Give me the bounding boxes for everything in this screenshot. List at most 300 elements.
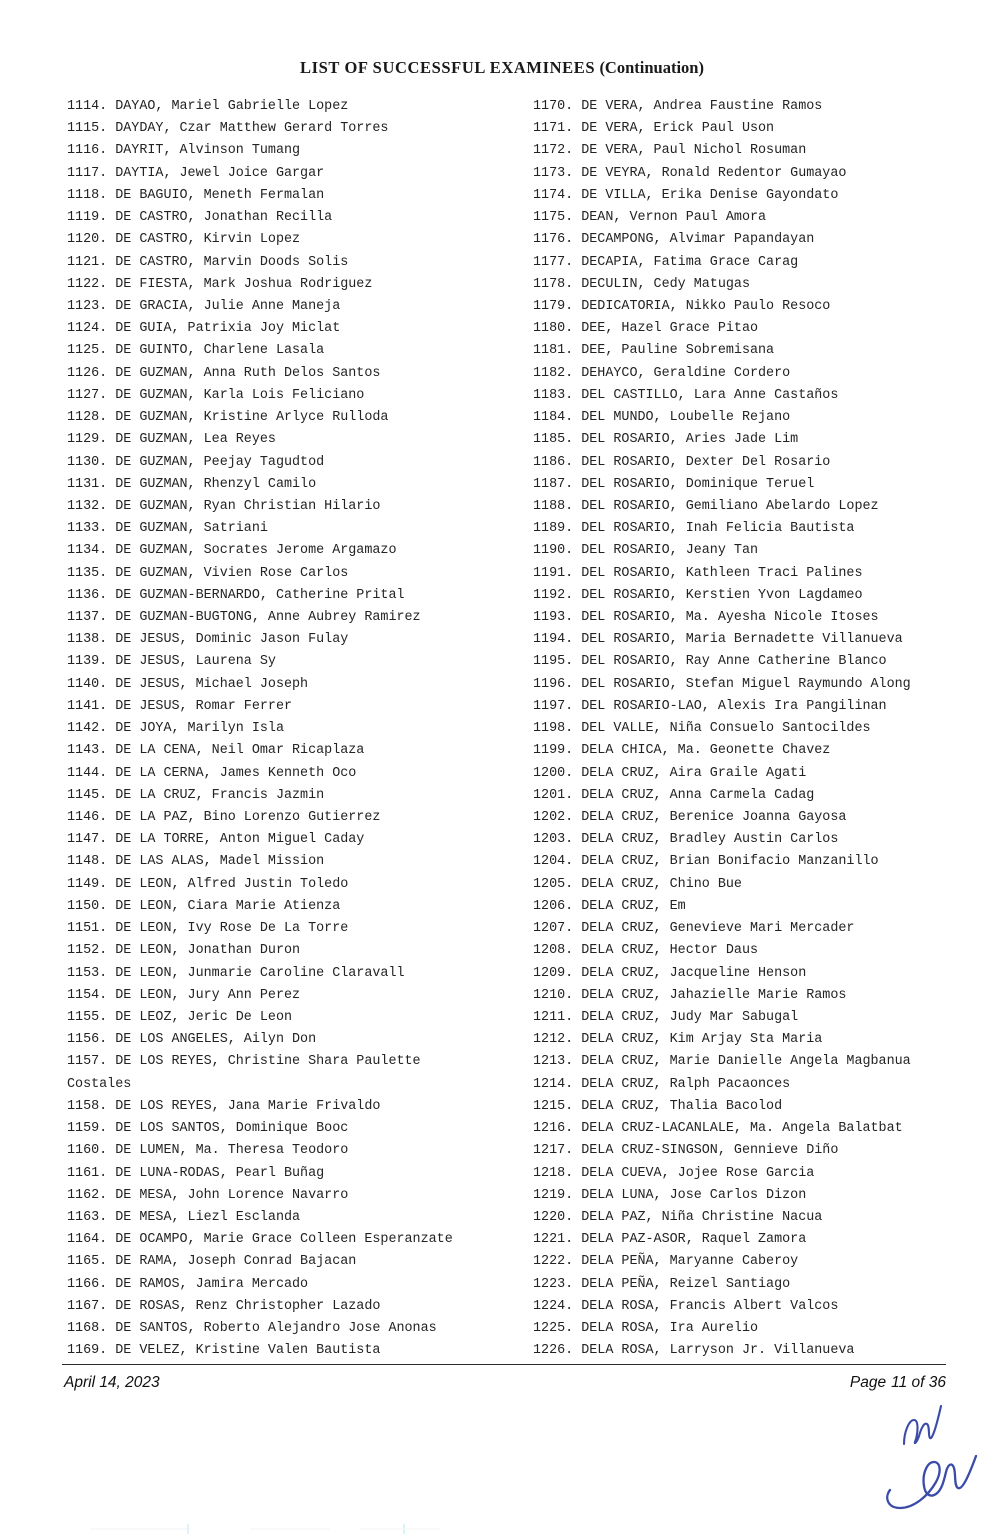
examinee-entry	[67, 740, 522, 762]
examinee-number: 1123.	[67, 298, 108, 314]
examinee-number: 1199.	[533, 743, 574, 759]
examinee-number: 1161.	[67, 1165, 108, 1181]
examinee-entry	[67, 763, 522, 785]
footer-date: April 14, 2023	[64, 1374, 160, 1391]
examinee-number: 1150.	[67, 898, 108, 914]
examinee-entry	[533, 1029, 993, 1051]
page-title-main: LIST OF SUCCESSFUL EXAMINEES	[300, 58, 596, 77]
examinee-entry	[533, 252, 993, 274]
footer-page-number	[850, 1374, 946, 1392]
examinee-number: 1131.	[67, 476, 108, 492]
examinee-number: 1170.	[533, 99, 574, 114]
examinee-entry	[67, 474, 522, 496]
examinee-entry	[67, 1096, 522, 1118]
examinee-entry	[533, 229, 993, 251]
examinee-number: 1171.	[533, 121, 574, 137]
examinee-entry	[533, 829, 993, 851]
examinee-number: 1213.	[533, 1054, 574, 1070]
examinee-number: 1194.	[533, 632, 574, 648]
examinee-name: DEL ROSARIO-LAO, Alexis Ira Pangilinan	[581, 698, 887, 714]
examinee-number: 1201.	[533, 787, 574, 803]
examinee-name: DE GUZMAN-BERNARDO, Catherine Prital	[115, 587, 405, 603]
examinee-entry	[67, 1163, 522, 1185]
examinee-number: 1200.	[533, 765, 574, 781]
examinee-number: 1120.	[67, 232, 108, 248]
examinee-entry	[533, 318, 993, 340]
examinee-name: DELA CRUZ, Genevieve Mari Mercader	[581, 921, 855, 937]
examinee-entry	[533, 163, 993, 185]
examinee-number: 1222.	[533, 1254, 574, 1270]
examinee-number: 1181.	[533, 343, 574, 359]
examinee-entry	[67, 318, 522, 340]
examinee-entry	[67, 1207, 522, 1229]
examinee-name: DE LUMEN, Ma. Theresa Teodoro	[115, 1143, 349, 1159]
examinee-entry	[533, 607, 993, 629]
examinee-number: 1186.	[533, 454, 574, 470]
examinee-entry	[533, 651, 993, 673]
examinee-entry	[533, 1340, 993, 1362]
examinee-number: 1154.	[67, 987, 108, 1003]
examinee-entry	[533, 340, 993, 362]
examinee-name: DE GUZMAN, Socrates Jerome Argamazo	[115, 543, 397, 559]
examinee-entry	[533, 896, 993, 918]
examinee-number: 1118.	[67, 187, 108, 203]
examinee-name: DELA CRUZ, Aira Graile Agati	[581, 765, 807, 781]
examinee-name: DELA CRUZ, Judy Mar Sabugal	[581, 1009, 799, 1025]
examinee-name: DE MESA, Liezl Esclanda	[115, 1209, 301, 1225]
examinee-name: DEHAYCO, Geraldine Cordero	[581, 365, 791, 381]
examinee-name: DEL ROSARIO, Maria Bernadette Villanueva	[581, 632, 903, 648]
examinee-entry	[67, 340, 522, 362]
examinee-name: DAYAO, Mariel Gabrielle Lopez	[115, 99, 349, 114]
examinee-name: DELA CRUZ, Berenice Joanna Gayosa	[581, 810, 847, 825]
examinee-name: DE LEON, Ivy Rose De La Torre	[115, 921, 349, 937]
examinee-number: 1167.	[67, 1298, 108, 1314]
examinee-number: 1204.	[533, 854, 574, 870]
examinee-entry	[67, 1340, 522, 1362]
examinee-name: DELA CRUZ-SINGSON, Gennieve Diño	[581, 1143, 839, 1159]
examinee-number: 1219.	[533, 1187, 574, 1203]
examinee-entry	[67, 207, 522, 229]
examinee-name: DEL ROSARIO, Ma. Ayesha Nicole Itoses	[581, 610, 879, 626]
examinee-name: DEAN, Vernon Paul Amora	[581, 210, 767, 226]
examinee-number: 1188.	[533, 498, 574, 514]
examinee-entry	[533, 1140, 993, 1162]
examinee-name: DE LA TORRE, Anton Miguel Caday	[115, 832, 365, 848]
examinee-entry	[533, 874, 993, 896]
examinee-name: DE ROSAS, Renz Christopher Lazado	[115, 1298, 381, 1314]
examinee-entry	[533, 963, 993, 985]
examinee-name: DEL MUNDO, Loubelle Rejano	[581, 410, 791, 426]
examinee-number: 1169.	[67, 1343, 108, 1359]
examinee-number: 1220.	[533, 1209, 574, 1225]
examinee-number: 1147.	[67, 832, 108, 848]
examinee-entry	[533, 1296, 993, 1318]
examinee-number: 1193.	[533, 610, 574, 626]
examinee-name: DE GUZMAN-BUGTONG, Anne Aubrey Ramirez	[115, 610, 421, 626]
examinee-name: DE JESUS, Romar Ferrer	[115, 698, 293, 714]
examinee-number: 1136.	[67, 587, 108, 603]
examinee-number: 1132.	[67, 498, 108, 514]
examinee-name: DE CASTRO, Kirvin Lopez	[115, 232, 301, 248]
examinee-entry	[67, 1051, 522, 1073]
examinee-entry	[533, 518, 993, 540]
examinee-number: 1129.	[67, 432, 108, 448]
examinee-number: 1130.	[67, 454, 108, 470]
examinee-entry	[67, 1296, 522, 1318]
examinee-name: DE LOS REYES, Christine Shara Paulette	[115, 1054, 421, 1070]
examinee-number: 1177.	[533, 254, 574, 270]
examinee-name: DEL ROSARIO, Dominique Teruel	[581, 476, 815, 492]
examinee-entry	[67, 274, 522, 296]
examinee-name: DE GUZMAN, Kristine Arlyce Rulloda	[115, 410, 389, 426]
examinee-entry	[67, 807, 522, 829]
examinee-name: DELA CRUZ, Anna Carmela Cadag	[581, 787, 815, 803]
examinee-number: 1134.	[67, 543, 108, 559]
examinee-name: DELA CRUZ, Thalia Bacolod	[581, 1098, 783, 1114]
examinee-number: 1205.	[533, 876, 574, 892]
examinee-name: DEL ROSARIO, Stefan Miguel Raymundo Along	[581, 676, 911, 692]
examinee-number: 1116.	[67, 143, 108, 159]
examinee-name: DE VELEZ, Kristine Valen Bautista	[115, 1343, 381, 1359]
examinee-name: DELA PEÑA, Maryanne Caberoy	[581, 1254, 799, 1270]
examinee-name: DE LEON, Ciara Marie Atienza	[115, 898, 341, 914]
examinee-entry	[533, 1274, 993, 1296]
examinee-entry	[533, 96, 993, 118]
examinee-name: DELA ROSA, Ira Aurelio	[581, 1321, 759, 1337]
examinee-name: DE GUZMAN, Anna Ruth Delos Santos	[115, 365, 381, 381]
examinee-entry	[533, 118, 993, 140]
examinee-number: 1189.	[533, 521, 574, 537]
examinee-name: DEL ROSARIO, Kathleen Traci Palines	[581, 565, 863, 581]
examinee-name: DE MESA, John Lorence Navarro	[115, 1187, 349, 1203]
examinee-number: 1166.	[67, 1276, 108, 1292]
examinee-name: DEE, Pauline Sobremisana	[581, 343, 775, 359]
examinee-entry	[533, 140, 993, 162]
examinee-entry	[533, 540, 993, 562]
examinee-number: 1207.	[533, 921, 574, 937]
examinee-number: 1185.	[533, 432, 574, 448]
examinee-entry	[67, 518, 522, 540]
examinee-number: 1162.	[67, 1187, 108, 1203]
examinee-name: DE LEOZ, Jeric De Leon	[115, 1009, 293, 1025]
examinee-number: 1190.	[533, 543, 574, 559]
examinee-entry	[533, 785, 993, 807]
examinee-entry	[533, 918, 993, 940]
examinee-number: 1135.	[67, 565, 108, 581]
examinee-name: DE VERA, Paul Nichol Rosuman	[581, 143, 807, 159]
examinee-entry	[67, 252, 522, 274]
examinee-name: DE LEON, Alfred Justin Toledo	[115, 876, 349, 892]
examinee-name: DECAPIA, Fatima Grace Carag	[581, 254, 799, 270]
examinee-number: 1121.	[67, 254, 108, 270]
examinee-number: 1191.	[533, 565, 574, 581]
examinee-number: 1139.	[67, 654, 108, 670]
examinee-name: DE GUZMAN, Satriani	[115, 521, 268, 537]
examinee-name: DE LEON, Junmarie Caroline Claravall	[115, 965, 405, 981]
examinee-name: DECULIN, Cedy Matugas	[581, 276, 750, 292]
examinee-entry	[533, 429, 993, 451]
examinee-name: DE LA CERNA, James Kenneth Oco	[115, 765, 357, 781]
signature-mark	[880, 1438, 990, 1516]
examinee-number: 1164.	[67, 1232, 108, 1248]
examinee-number: 1178.	[533, 276, 574, 292]
examinee-entry	[67, 1318, 522, 1340]
examinee-name: DE LOS SANTOS, Dominique Booc	[115, 1121, 349, 1137]
examinee-column-left	[67, 96, 522, 1362]
examinee-name: DELA ROSA, Francis Albert Valcos	[581, 1298, 839, 1314]
footer-page-value: 11 of 36	[891, 1374, 946, 1391]
examinee-entry	[67, 1274, 522, 1296]
examinee-name: DE LOS REYES, Jana Marie Frivaldo	[115, 1098, 381, 1114]
examinee-number: 1122.	[67, 276, 108, 292]
examinee-entry	[67, 1140, 522, 1162]
examinee-number: 1148.	[67, 854, 108, 870]
examinee-number: 1175.	[533, 210, 574, 226]
examinee-name: DAYTIA, Jewel Joice Gargar	[115, 165, 325, 181]
examinee-number: 1209.	[533, 965, 574, 981]
examinee-entry	[67, 607, 522, 629]
examinee-name-wrap: Costales	[67, 1076, 132, 1092]
examinee-number: 1195.	[533, 654, 574, 670]
examinee-entry	[67, 385, 522, 407]
examinee-name: DE RAMA, Joseph Conrad Bajacan	[115, 1254, 357, 1270]
examinee-entry	[67, 118, 522, 140]
examinee-name: DE CASTRO, Jonathan Recilla	[115, 210, 333, 226]
examinee-name: DE GUIA, Patrixia Joy Miclat	[115, 321, 341, 337]
examinee-entry	[533, 1051, 993, 1073]
examinee-number: 1197.	[533, 698, 574, 714]
examinee-entry	[533, 1318, 993, 1340]
examinee-number: 1146.	[67, 810, 108, 825]
examinee-number: 1114.	[67, 99, 108, 114]
examinee-entry	[533, 985, 993, 1007]
examinee-name: DECAMPONG, Alvimar Papandayan	[581, 232, 815, 248]
examinee-number: 1117.	[67, 165, 108, 181]
examinee-entry	[533, 763, 993, 785]
examinee-entry	[67, 896, 522, 918]
examinee-entry	[67, 496, 522, 518]
examinee-name: DELA CRUZ, Bradley Austin Carlos	[581, 832, 839, 848]
examinee-number: 1165.	[67, 1254, 108, 1270]
examinee-name: DE VERA, Erick Paul Uson	[581, 121, 775, 137]
examinee-name: DEL ROSARIO, Dexter Del Rosario	[581, 454, 831, 470]
examinee-name: DEL ROSARIO, Gemiliano Abelardo Lopez	[581, 498, 879, 514]
examinee-number: 1214.	[533, 1076, 574, 1092]
examinee-number: 1218.	[533, 1165, 574, 1181]
examinee-entry	[67, 696, 522, 718]
examinee-name: DELA ROSA, Larryson Jr. Villanueva	[581, 1343, 855, 1359]
examinee-name: DELA CRUZ, Kim Arjay Sta Maria	[581, 1032, 823, 1048]
examinee-number: 1168.	[67, 1321, 108, 1337]
examinee-number: 1179.	[533, 298, 574, 314]
scan-noise-artifact	[0, 1524, 1004, 1534]
examinee-number: 1224.	[533, 1298, 574, 1314]
examinee-number: 1182.	[533, 365, 574, 381]
examinee-entry	[533, 718, 993, 740]
examinee-entry	[533, 207, 993, 229]
examinee-entry	[533, 185, 993, 207]
examinee-entry	[67, 185, 522, 207]
page-title-continuation: (Continuation)	[599, 58, 704, 77]
examinee-number: 1126.	[67, 365, 108, 381]
examinee-number: 1144.	[67, 765, 108, 781]
examinee-name: DE GUZMAN, Ryan Christian Hilario	[115, 498, 381, 514]
examinee-entry	[67, 429, 522, 451]
examinee-name: DE FIESTA, Mark Joshua Rodriguez	[115, 276, 373, 292]
examinee-name: DE JESUS, Laurena Sy	[115, 654, 276, 670]
examinee-name: DELA PAZ, Niña Christine Nacua	[581, 1209, 823, 1225]
examinee-name: DELA CRUZ, Hector Daus	[581, 943, 759, 959]
examinee-name: DE OCAMPO, Marie Grace Colleen Esperanzate	[115, 1232, 453, 1248]
examinee-number: 1142.	[67, 721, 108, 737]
examinee-name: DE LAS ALAS, Madel Mission	[115, 854, 325, 870]
examinee-list	[0, 96, 1004, 1359]
examinee-entry	[533, 452, 993, 474]
examinee-entry	[533, 1096, 993, 1118]
examinee-entry	[67, 651, 522, 673]
examinee-entry	[533, 851, 993, 873]
examinee-name: DELA PEÑA, Reizel Santiago	[581, 1276, 791, 1292]
examinee-name: DE LA CRUZ, Francis Jazmin	[115, 787, 325, 803]
examinee-entry	[67, 407, 522, 429]
examinee-entry	[67, 1007, 522, 1029]
examinee-number: 1217.	[533, 1143, 574, 1159]
examinee-number: 1133.	[67, 521, 108, 537]
examinee-number: 1152.	[67, 943, 108, 959]
examinee-number: 1187.	[533, 476, 574, 492]
examinee-entry	[67, 963, 522, 985]
examinee-name: DE GUZMAN, Karla Lois Feliciano	[115, 387, 365, 403]
examinee-number: 1183.	[533, 387, 574, 403]
examinee-name: DELA CRUZ, Jahazielle Marie Ramos	[581, 987, 847, 1003]
examinee-name: DAYRIT, Alvinson Tumang	[115, 143, 301, 159]
examinee-entry	[67, 229, 522, 251]
examinee-name: DEL ROSARIO, Jeany Tan	[581, 543, 759, 559]
examinee-entry	[67, 1118, 522, 1140]
examinee-name: DE GUZMAN, Lea Reyes	[115, 432, 276, 448]
examinee-number: 1137.	[67, 610, 108, 626]
examinee-name: DE GUINTO, Charlene Lasala	[115, 343, 325, 359]
examinee-name: DEL ROSARIO, Inah Felicia Bautista	[581, 521, 855, 537]
examinee-entry	[67, 96, 522, 118]
examinee-name: DELA CRUZ-LACANLALE, Ma. Angela Balatbat	[581, 1121, 903, 1137]
examinee-number: 1138.	[67, 632, 108, 648]
examinee-name: DELA CUEVA, Jojee Rose Garcia	[581, 1165, 815, 1181]
examinee-name: DEDICATORIA, Nikko Paulo Resoco	[581, 298, 831, 314]
examinee-entry	[67, 363, 522, 385]
examinee-number: 1115.	[67, 121, 108, 137]
examinee-entry	[533, 807, 993, 829]
examinee-entry	[67, 985, 522, 1007]
examinee-number: 1221.	[533, 1232, 574, 1248]
examinee-name: DE VEYRA, Ronald Redentor Gumayao	[581, 165, 847, 181]
examinee-entry	[533, 296, 993, 318]
examinee-name: DAYDAY, Czar Matthew Gerard Torres	[115, 121, 389, 137]
examinee-name: DEL ROSARIO, Kerstien Yvon Lagdameo	[581, 587, 863, 603]
examinee-name: DE JOYA, Marilyn Isla	[115, 721, 284, 737]
examinee-entry	[67, 874, 522, 896]
examinee-entry	[67, 829, 522, 851]
examinee-number: 1216.	[533, 1121, 574, 1137]
examinee-number: 1128.	[67, 410, 108, 426]
examinee-name: DE SANTOS, Roberto Alejandro Jose Anonas	[115, 1321, 437, 1337]
examinee-number: 1210.	[533, 987, 574, 1003]
examinee-entry	[533, 585, 993, 607]
examinee-number: 1176.	[533, 232, 574, 248]
examinee-entry	[67, 851, 522, 873]
examinee-number: 1202.	[533, 810, 574, 825]
examinee-number: 1173.	[533, 165, 574, 181]
examinee-name: DE GRACIA, Julie Anne Maneja	[115, 298, 341, 314]
examinee-entry	[67, 140, 522, 162]
examinee-name: DE GUZMAN, Rhenzyl Camilo	[115, 476, 317, 492]
examinee-entry	[67, 163, 522, 185]
examinee-entry	[533, 1185, 993, 1207]
examinee-entry	[533, 1163, 993, 1185]
examinee-name: DELA CRUZ, Ralph Pacaonces	[581, 1076, 791, 1092]
examinee-entry	[533, 740, 993, 762]
examinee-name: DE RAMOS, Jamira Mercado	[115, 1276, 309, 1292]
examinee-entry	[533, 274, 993, 296]
examinee-number: 1157.	[67, 1054, 108, 1070]
examinee-name: DELA CHICA, Ma. Geonette Chavez	[581, 743, 831, 759]
examinee-entry	[67, 540, 522, 562]
examinee-column-right	[533, 96, 993, 1362]
examinee-entry	[67, 1229, 522, 1251]
examinee-number: 1180.	[533, 321, 574, 337]
page-footer	[62, 1374, 946, 1400]
examinee-entry	[67, 629, 522, 651]
examinee-number: 1192.	[533, 587, 574, 603]
examinee-name: DE JESUS, Michael Joseph	[115, 676, 309, 692]
examinee-name: DELA CRUZ, Jacqueline Henson	[581, 965, 807, 981]
examinee-entry	[533, 696, 993, 718]
examinee-entry	[67, 918, 522, 940]
examinee-number: 1225.	[533, 1321, 574, 1337]
examinee-number: 1158.	[67, 1098, 108, 1114]
examinee-name: DELA CRUZ, Chino Bue	[581, 876, 742, 892]
examinee-number: 1208.	[533, 943, 574, 959]
examinee-number: 1140.	[67, 676, 108, 692]
footer-page-label: Page	[849, 1374, 887, 1391]
examinee-number: 1159.	[67, 1121, 108, 1137]
examinee-number: 1203.	[533, 832, 574, 848]
examinee-entry	[533, 1207, 993, 1229]
examinee-entry	[533, 496, 993, 518]
examinee-name: DE LEON, Jonathan Duron	[115, 943, 301, 959]
examinee-entry	[67, 1029, 522, 1051]
examinee-name: DELA CRUZ, Em	[581, 898, 686, 914]
examinee-name: DEL ROSARIO, Ray Anne Catherine Blanco	[581, 654, 887, 670]
examinee-number: 1151.	[67, 921, 108, 937]
examinee-name: DELA CRUZ, Marie Danielle Angela Magbanua	[581, 1054, 911, 1070]
examinee-number: 1215.	[533, 1098, 574, 1114]
examinee-name: DE CASTRO, Marvin Doods Solis	[115, 254, 349, 270]
examinee-name: DEE, Hazel Grace Pitao	[581, 321, 759, 337]
examinee-number: 1141.	[67, 698, 108, 714]
examinee-entry	[533, 1251, 993, 1273]
examinee-number: 1223.	[533, 1276, 574, 1292]
examinee-entry	[533, 1007, 993, 1029]
examinee-entry	[533, 563, 993, 585]
examinee-entry	[533, 940, 993, 962]
examinee-number: 1145.	[67, 787, 108, 803]
examinee-name: DE GUZMAN, Peejay Tagudtod	[115, 454, 325, 470]
examinee-number: 1174.	[533, 187, 574, 203]
examinee-name: DE JESUS, Dominic Jason Fulay	[115, 632, 349, 648]
examinee-name: DE LEON, Jury Ann Perez	[115, 987, 301, 1003]
